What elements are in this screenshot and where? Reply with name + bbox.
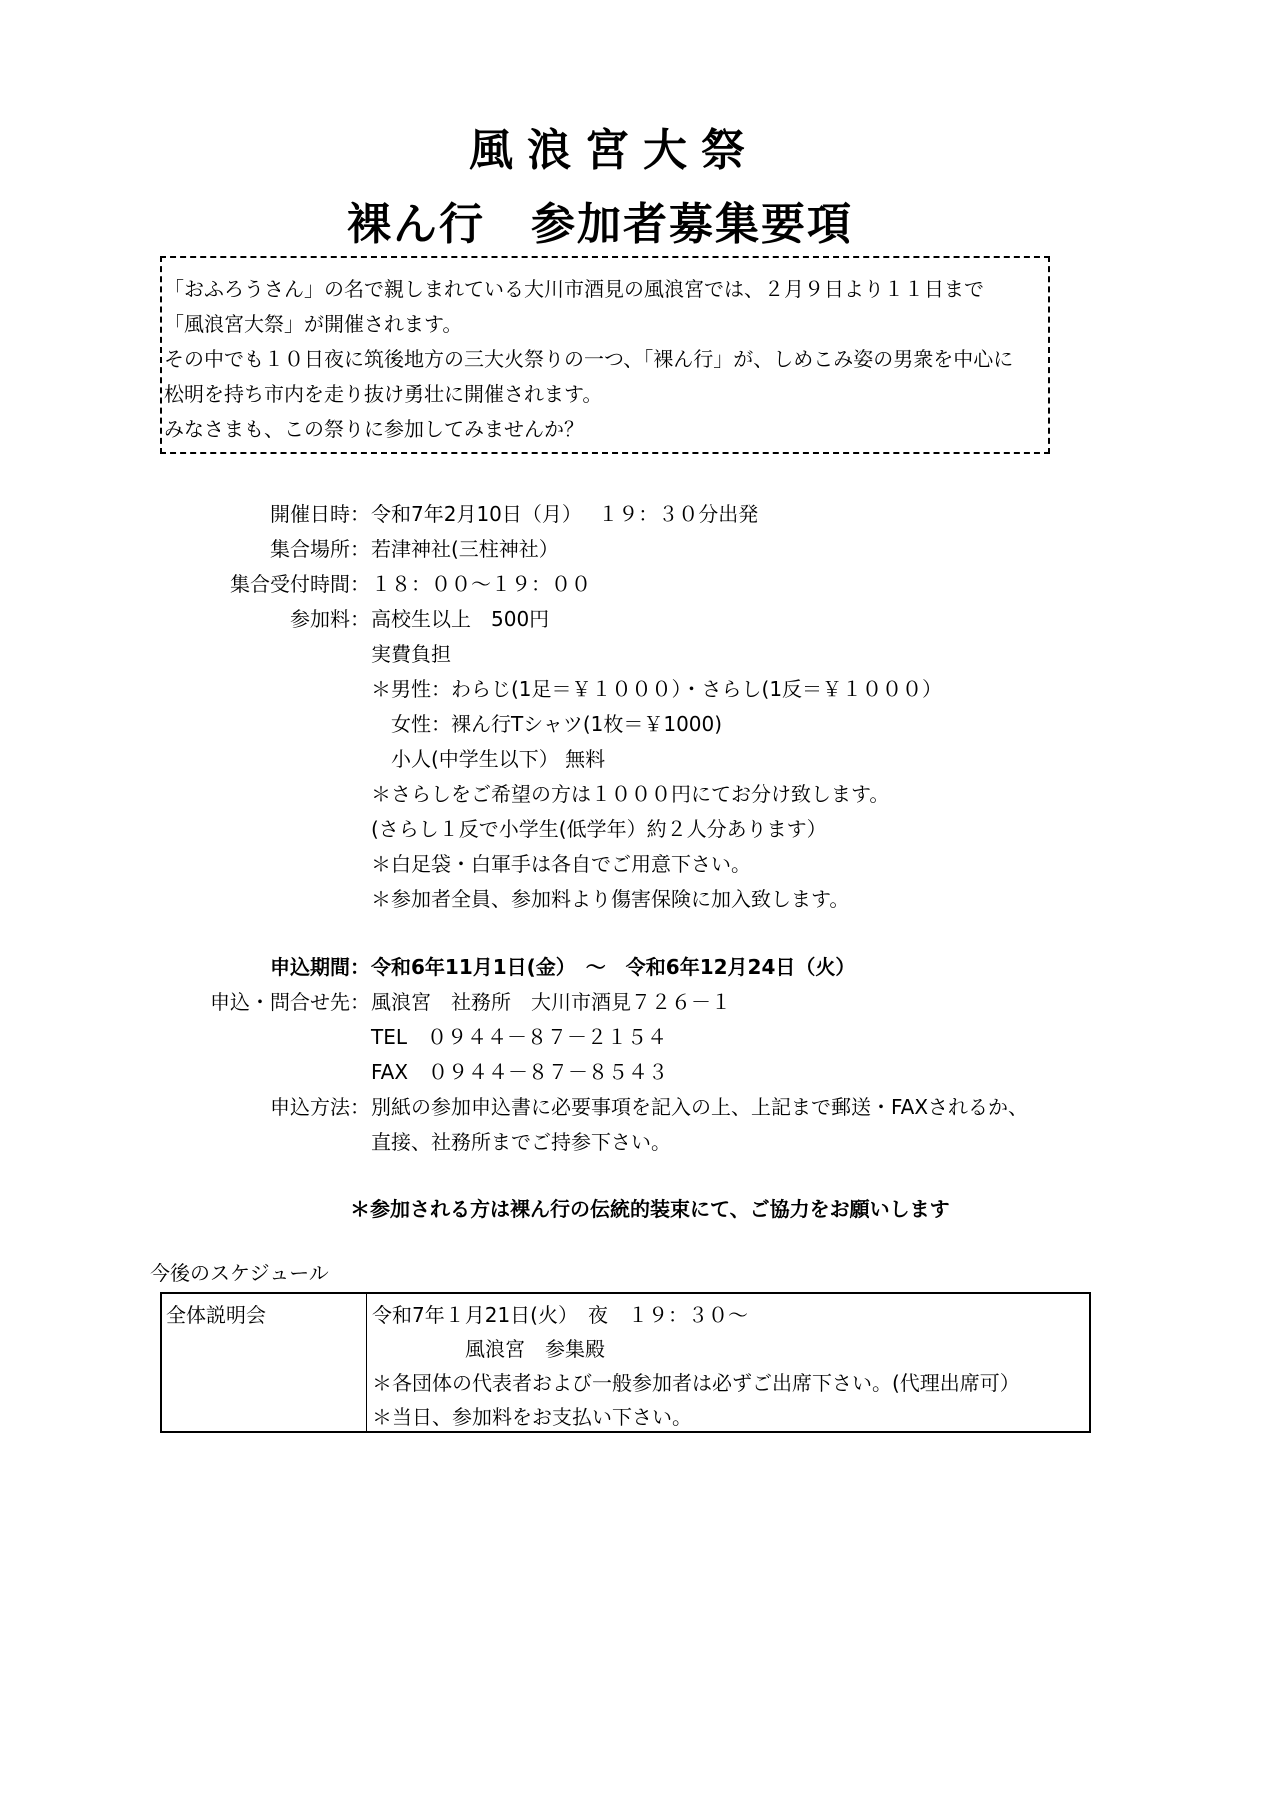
info-row-place [0, 532, 1200, 566]
table-divider [366, 1294, 367, 1431]
info-row-period [0, 950, 1200, 984]
place-value: 若津神社(三柱神社） [371, 537, 559, 561]
colon: ： [350, 955, 370, 979]
schedule-venue: 風浪宮 参集殿 [465, 1337, 605, 1361]
colon: ： [350, 607, 370, 631]
schedule-line: ＊各団体の代表者および一般参加者は必ずご出席下さい。(代理出席可） [372, 1371, 1020, 1395]
colon: ： [350, 572, 370, 596]
attire-note: ＊参加される方は裸ん行の伝統的装束にて、ご協力をお願いします [350, 1197, 950, 1221]
info-row-fee-cont [0, 672, 1200, 706]
intro-line: みなさまも、この祭りに参加してみませんか？ [164, 417, 584, 441]
info-row-fee-cont [0, 847, 1200, 881]
fee-line: ＊男性：わらじ(1足＝￥１０００）・さらし(1反＝￥１０００） [371, 677, 943, 701]
page-title: 風浪宮大祭 [469, 125, 759, 176]
fee-line: 女性：裸ん行Tシャツ(1枚＝￥1000) [371, 712, 723, 736]
info-row-method-cont [0, 1125, 1200, 1159]
info-row-method [0, 1090, 1200, 1124]
contact-label: 申込・問合せ先 [210, 990, 350, 1014]
info-row-fee-cont [0, 882, 1200, 916]
info-row-fee [0, 602, 1200, 636]
colon: ： [350, 1095, 370, 1119]
info-row-contact-cont [0, 1020, 1200, 1054]
colon: ： [350, 537, 370, 561]
fee-line: 小人(中学生以下） 無料 [371, 747, 606, 771]
page-subtitle: 裸ん行 参加者募集要項 [347, 199, 853, 250]
fee-label: 参加料 [290, 607, 350, 631]
info-row-contact [0, 985, 1200, 1019]
intro-line: 「おふろうさん」の名で親しまれている大川市酒見の風浪宮では、２月９日より１１日まで [164, 277, 984, 301]
schedule-event-details [372, 1298, 1020, 1434]
intro-line: 松明を持ち市内を走り抜け勇壮に開催されます。 [164, 382, 603, 406]
info-row-fee-cont [0, 707, 1200, 741]
fee-line: 高校生以上 500円 [371, 607, 550, 631]
period-value: 令和6年11月1日(金） ～ 令和6年12月24日（火） [371, 955, 856, 979]
info-row-contact-cont [0, 1055, 1200, 1089]
fee-line: ＊白足袋・白軍手は各自でご用意下さい。 [371, 852, 751, 876]
schedule-line: 令和7年１月21日(火） 夜 １９：３０～ [372, 1303, 748, 1327]
intro-box [160, 256, 1050, 454]
contact-fax: FAX ０９４４－８７－８５４３ [371, 1060, 669, 1084]
fee-line: ＊参加者全員、参加料より傷害保険に加入致します。 [371, 887, 850, 911]
colon: ： [350, 990, 370, 1014]
info-row-fee-cont [0, 637, 1200, 671]
schedule-line: ＊当日、参加料をお支払い下さい。 [372, 1405, 692, 1429]
method-label: 申込方法 [270, 1095, 350, 1119]
method-line: 直接、社務所までご持参下さい。 [371, 1130, 671, 1154]
date-label: 開催日時 [270, 502, 350, 526]
info-row-date [0, 497, 1200, 531]
contact-line: 風浪宮 社務所 大川市酒見７２６－１ [371, 990, 731, 1014]
contact-tel: TEL ０９４４－８７－２１５４ [371, 1025, 667, 1049]
info-row-fee-cont [0, 812, 1200, 846]
info-row-reception [0, 567, 1200, 601]
intro-line: 「風浪宮大祭」が開催されます。 [164, 312, 463, 336]
place-label: 集合場所 [270, 537, 350, 561]
reception-label: 集合受付時間 [230, 572, 350, 596]
period-label: 申込期間 [270, 955, 350, 979]
info-row-fee-cont [0, 742, 1200, 776]
colon: ： [350, 502, 370, 526]
schedule-event-label: 全体説明会 [166, 1303, 266, 1327]
method-line: 別紙の参加申込書に必要事項を記入の上、上記まで郵送・FAXされるか、 [371, 1095, 1029, 1119]
date-value: 令和7年2月10日（月） １９：３０分出発 [371, 502, 759, 526]
intro-line: その中でも１０日夜に筑後地方の三大火祭りの一つ、「裸ん行」が、しめこみ姿の男衆を中心に [164, 347, 1014, 371]
schedule-heading: 今後のスケジュール [150, 1261, 329, 1285]
info-row-fee-cont [0, 777, 1200, 811]
fee-line: 実費負担 [371, 642, 451, 666]
reception-value: １８：００～１９：００ [371, 572, 591, 596]
fee-line: ＊さらしをご希望の方は１０００円にてお分け致します。 [371, 782, 890, 806]
fee-line: (さらし１反で小学生(低学年）約２人分あります） [371, 817, 827, 841]
schedule-table [160, 1292, 1091, 1433]
